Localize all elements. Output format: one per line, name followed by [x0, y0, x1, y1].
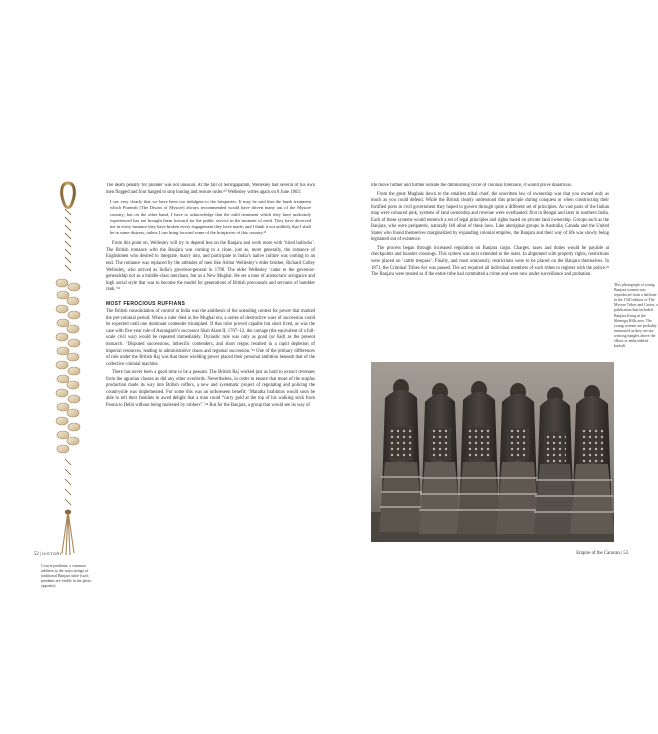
paragraph: The death penalty for plunder was not unusual. At the fall of Seringapatam, Wellesley had several of his own men flogged and four hanged to stop looting and restore order.²⁰ Wellesley writes again on 8 June 1803:	[106, 183, 315, 195]
section-heading: MOST FEROCIOUS RUFFIANS	[106, 300, 186, 307]
page-number: 52	[34, 552, 39, 557]
paragraph: The British consolidation of control in India was the antithesis of the unending contest for power that marked the pre-colonial period. When a ruler died in the Mughal era, a series of destructive wars of succession could be expected until one dominant contender triumphed. If that ruler proved capable but short lived, as was the case with five-year rule of Aurangzeb’s successor Shah Alam II, 1707–12, the carnage (the equivalent of a full-scale civil war) would be repeated immediately. Dynastic rule was only as good (or bad) as the present monarch. ‘Disputed successions, imbecilic contenders, and short reigns resulted in a rapid depletion of imperial resources, leading to administrative chaos and regional succession.’²³ One of the primary differences of rule under the British Raj was that those wielding power placed their personal ambition beneath that of the collective colonial machine.	[106, 309, 315, 367]
right-text-column	[371, 183, 609, 355]
paragraph: There has never been a good time to be a peasant. The British Raj worked just as hard to extract revenues from the agrarian classes as did any other overlords. Nevertheless, in order to ensure that more of the surplus production made its way into British coffers, a new and systematic project of regulating and policing the countryside was implemented. For some this was an unforeseen benefit: ‘Maratha brahmins would soon be able to tell their families in awed delight that a man could “carry gold at the top of his walking stick from Poona to Delhi without being molested by robbers”.’²⁴ But for the Banjara, a group that would see its way of	[106, 370, 315, 408]
paragraph: From the great Mughals down to the smallest tribal chief, the unwritten law of ownership was that you owned only as much as you could defend. While the British clearly understood this principle during conquest or when constructing their fortified ports in civil government they hoped to govern through quite a different set of principles. As vast parts of the Indian map were coloured pink, systems of land ownership and revenue were overhauled: first in Bengal and later in southern India. Each of these systems would entrench a set of legal principles and rights based on private land ownership. Groups such as the Banjara, who were peripatetic, naturally fell afoul of these laws. Like aboriginal groups in Australia, Canada and the United States who found themselves marginalized by expanding colonial empires, the Banjara and their way of life was slowly being legislated out of existence.	[371, 191, 609, 243]
folio-label: HISTORY	[42, 551, 63, 556]
paragraph: The process began through increased regulation on Banjara cargo. Charges, taxes and duties would be payable at checkpoints and boarder crossings. This system was next extended to the users. In alignment with property rights, restrictions were placed on ‘cattle trespass’. Finally, and most ominously, restrictions were to be placed on the Banjara themselves. In 1871, the Criminal Tribes Act was passed. The act required all individual members of such tribes to register with the police.²⁵ The Banjara were treated as if the entire tribe had committed a crime and were now under surveillance and probation.	[371, 245, 609, 278]
page-number: 53	[623, 551, 628, 556]
left-folio: 52 | HISTORY	[34, 551, 63, 557]
paragraph: From this point on, Wellesley will try to depend less on the Banjara and work more with ‘hired bullocks’. The British romance with the Banjara was coming to a close, just as, more generally, the romance of Englishmen who desired to integrate, marry into, and participate in India’s native culture was coming to an end. The romance was replaced by the attitudes of men like Arthur Wellesley’s elder brother, Richard Colley Wellesley, who arrived as India’s governor-general in 1798. The elder Wellesley ‘came to the governor-generalship not as a middle-class merchant, but as a New Mughal. He set a tone of aristocratic arrogance and high social style that was to become the model for generations of British proconsuls and servants of humbler rank.’²²	[106, 241, 315, 293]
photo-caption: This photograph of young Banjara women was reproduced from a halftone in the 1920 edition of The Mysore Tribes and Castes, a publication that included Banjara living in the Shimoga Hills area. The young women are probably unmarried as they are not wearing bangles above the elbow or embroidered kachali.	[614, 283, 658, 349]
banjara-women-photograph	[371, 362, 614, 542]
left-text-column	[106, 183, 315, 548]
cowrie-pendant-image	[48, 181, 88, 559]
paragraph: life move further and further outside the diminishing circle of colonial tolerance, it would prove disastrous.	[371, 183, 572, 188]
right-folio: Empire of the Caravan | 53	[576, 551, 628, 556]
block-quote: I see very clearly that we have been too indulgent to the brinjarries. It may be said that the harsh treatment which Purneah [The Diwan of Mysore] always recommended would have driven many out of the Mysore country; but on the other hand, I have to acknowledge that the mild treatment which they have uniformly experienced has not brought them forward for the public service in the moment of need. They have deceived me in every instance they have broken every engagement they have made; and I think it not unlikely that I shall be in some distress, unless I can bring forward some of the brinjarries of this country.²¹	[110, 199, 311, 236]
artifact-caption: Cowrie pendants: a common addition to the waist strings of traditional Banjara attire (such pendants are visible in the photo opposite).	[41, 564, 92, 589]
folio-label: Empire of the Caravan	[576, 551, 620, 556]
